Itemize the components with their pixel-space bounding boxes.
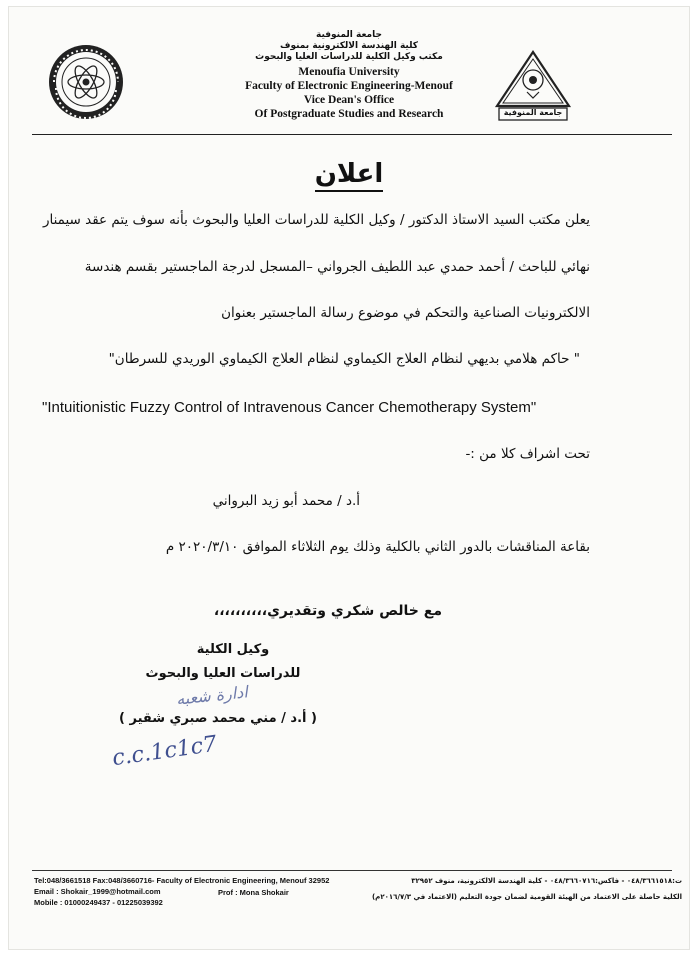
body-line-3: الالكترونيات الصناعية والتحكم في موضوع رسالة الماجستير بعنوان	[221, 305, 590, 321]
university-emblem-icon	[493, 50, 573, 122]
header-english-line-1: Menoufia University	[298, 66, 400, 78]
header-divider	[32, 134, 672, 135]
handwritten-note: ادارة شعبه	[175, 682, 249, 709]
header-english-line-3: Vice Dean's Office	[303, 94, 395, 106]
emblem-caption: جامعة المنوفية	[503, 108, 563, 117]
footer-contact-line: Tel:048/3661518 Fax:048/3660716- Faculty of Electronic Engineering, Menouf 32952	[34, 876, 330, 885]
document-page	[8, 6, 690, 950]
footer-arabic-accreditation: الكلية حاصلة على الاعتماد من الهيئة القومية لضمان جودة التعليم (الاعتماد في ٢٠١٦/٧/٣م)	[371, 893, 682, 901]
thesis-title-arabic: " حاكم هلامي بديهي لنظام العلاج الكيماوي لنظام العلاج الكيماوي الوريدي للسرطان"	[108, 351, 580, 367]
header-english-line-2: Faculty of Electronic Engineering-Menouf	[245, 80, 453, 92]
handwritten-date: c.c.1c1c7	[110, 731, 219, 772]
thesis-title-english: "Intuitionistic Fuzzy Control of Intravenous Cancer Chemotherapy System"	[42, 399, 537, 416]
body-line-2: نهائي للباحث / أحمد حمدي عبد اللطيف الجرواني –المسجل لدرجة الماجستير بقسم هندسة	[84, 259, 590, 275]
supervisor-name: أ.د / محمد أبو زيد البرواني	[212, 493, 360, 509]
signature-title-2: للدراسات العليا والبحوث	[145, 666, 301, 681]
announcement-title-wrap	[8, 158, 690, 192]
signature-title-1: وكيل الكلية	[196, 642, 270, 657]
header-arabic-line-3: مكتب وكيل الكلية للدراسات العليا والبحوث	[255, 52, 443, 62]
footer-arabic-contact: ت:٠٤٨/٣٦٦١٥١٨ - فاكس:٠٤٨/٣٦٦٠٧١٦ - كلية الهندسة الالكترونية، منوف ٣٢٩٥٢	[411, 877, 682, 885]
signature-name: ( أ.د / مني محمد صبري شقير )	[119, 711, 317, 726]
supervision-label: تحت اشراف كلا من :-	[465, 446, 590, 462]
footer-prof: Prof : Mona Shokair	[218, 888, 289, 897]
venue-line: بقاعة المناقشات بالدور الثاني بالكلية وذلك يوم الثلاثاء الموافق ٢٠٢٠/٣/١٠ م	[165, 539, 590, 555]
footer-divider	[32, 870, 672, 871]
footer-mobile: Mobile : 01000249437 - 01225039392	[34, 898, 163, 907]
header-english-line-4: Of Postgraduate Studies and Research	[254, 108, 444, 120]
footer-email: Email : Shokair_1999@hotmail.com	[34, 887, 161, 896]
closing-thanks: مع خالص شكري وتقديري،،،،،،،،،،	[213, 603, 442, 619]
header-arabic-line-1: جامعة المنوفية	[316, 30, 382, 40]
header-arabic-line-2: كلية الهندسة الالكترونية بمنوف	[280, 41, 418, 51]
announcement-title: اعلان	[315, 158, 384, 192]
body-line-1: يعلن مكتب السيد الاستاذ الدكتور / وكيل الكلية للدراسات العليا والبحوث بأنه سوف يتم عقد سيمنار	[42, 212, 590, 228]
